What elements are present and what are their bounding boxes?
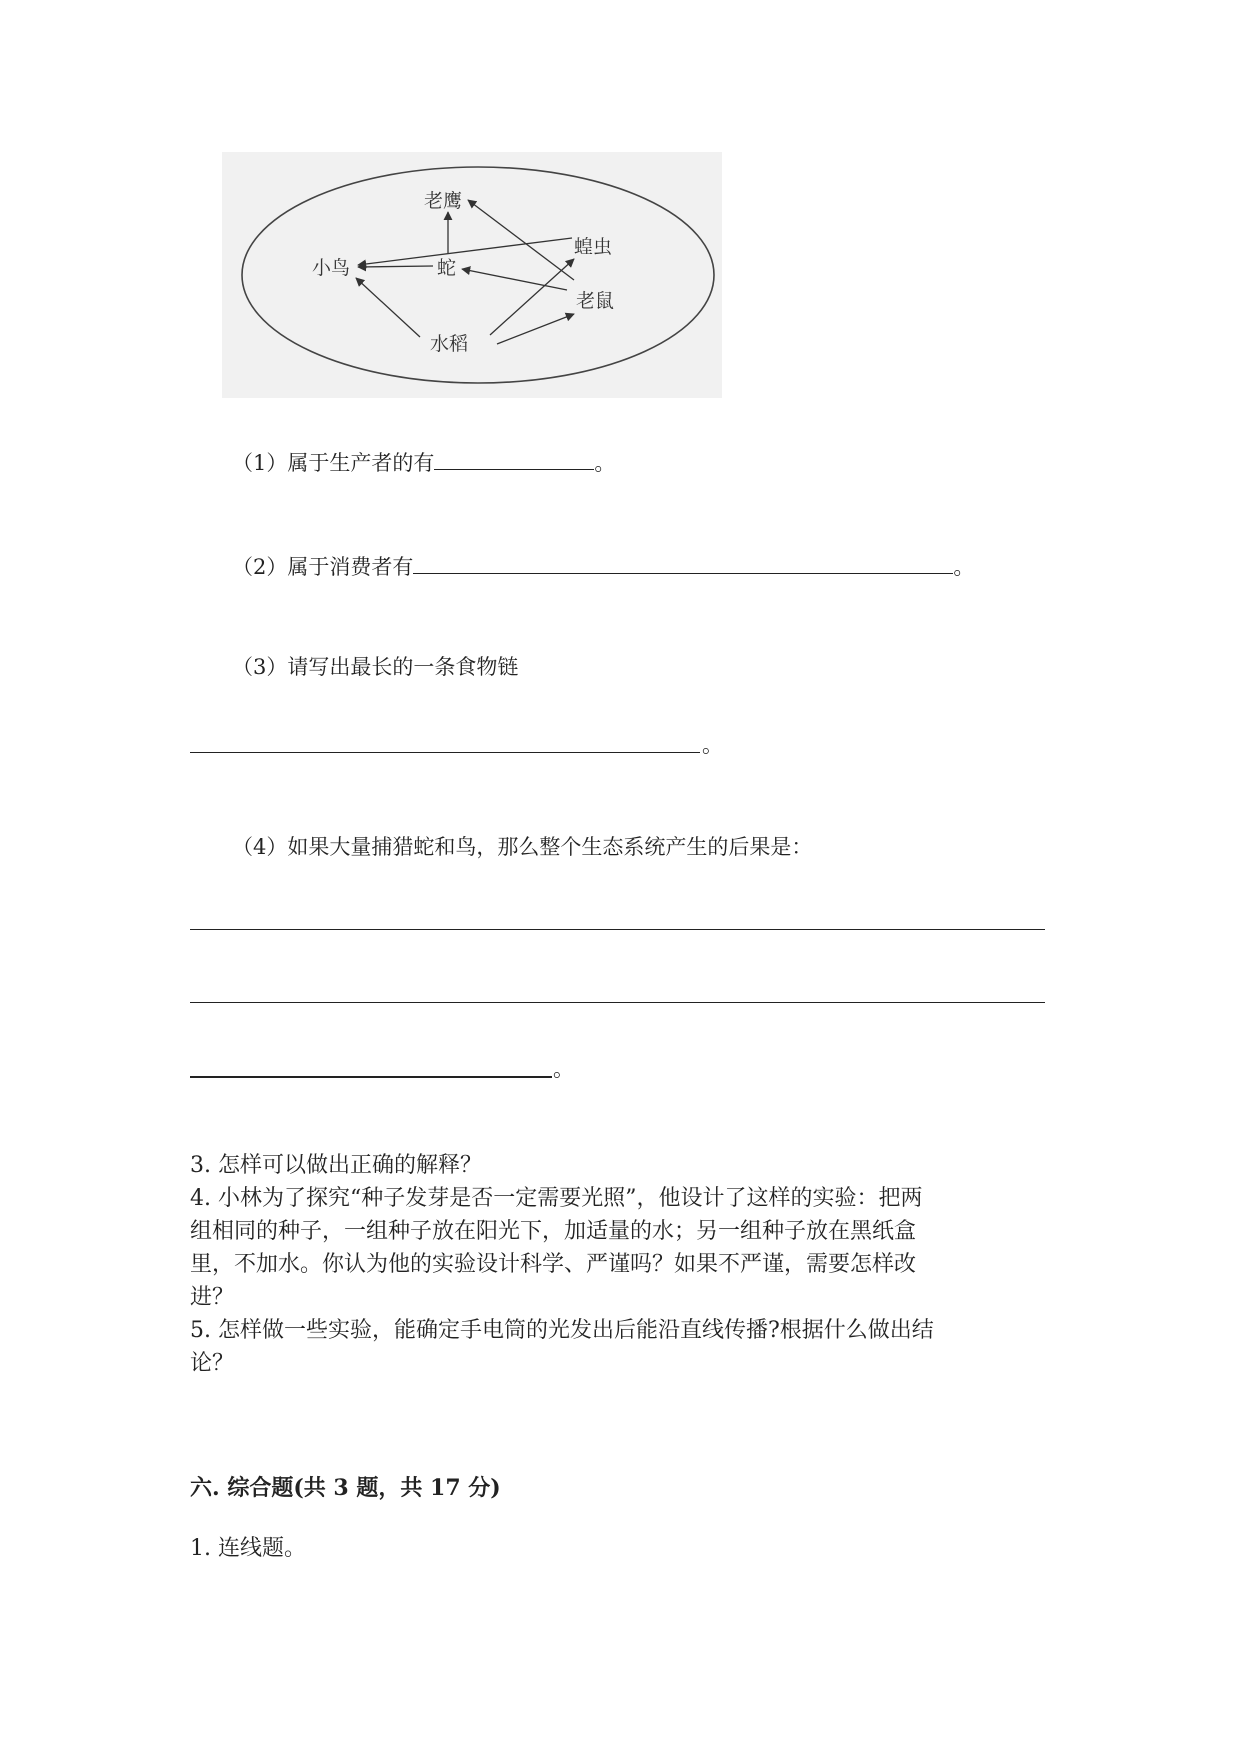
question-list: [190, 1149, 1050, 1380]
answer-line-4b[interactable]: [190, 1002, 1045, 1003]
node-grasshopper: 蝗虫: [574, 236, 613, 258]
question-1: [232, 448, 615, 478]
answer-line-4a[interactable]: [190, 929, 1045, 930]
node-bird: 小鸟: [312, 257, 351, 279]
answer-line-4c[interactable]: [190, 1076, 552, 1078]
question-4-suffix: 。: [553, 1057, 574, 1081]
node-snake: 蛇: [437, 257, 457, 279]
answer-blank-2[interactable]: [413, 573, 953, 574]
arrow-rice-bird: [356, 278, 420, 337]
node-mouse: 老鼠: [576, 290, 615, 312]
question-2: [232, 552, 974, 582]
question-3-suffix: 。: [702, 733, 723, 757]
food-web-diagram: [222, 152, 722, 398]
section-heading: 六. 综合题(共 3 题，共 17 分): [190, 1475, 501, 1501]
answer-blank-1[interactable]: [434, 469, 594, 470]
question-1-suffix: 。: [594, 451, 616, 475]
item-5-line-2: 论？: [190, 1351, 235, 1376]
item-4-line-4: 进？: [190, 1285, 235, 1310]
arrow-snake-bird: [358, 266, 433, 267]
node-rice: 水稻: [430, 333, 469, 355]
item-3: 3. 怎样可以做出正确的解释？: [190, 1153, 482, 1178]
answer-line-3[interactable]: [190, 752, 700, 753]
arrow-rice-grasshopper: [490, 259, 574, 335]
item-5-line-1: 5. 怎样做一些实验，能确定手电筒的光发出后能沿直线传播?根据什么做出结: [190, 1318, 934, 1343]
question-2-text: （2）属于消费者有: [232, 555, 414, 579]
question-2-suffix: 。: [953, 555, 975, 579]
item-4-line-2: 组相同的种子，一组种子放在阳光下，加适量的水；另一组种子放在黑纸盒: [190, 1219, 917, 1244]
food-web-figure: [222, 152, 722, 398]
item-4-line-1: 4. 小林为了探究“种子发芽是否一定需要光照”，他设计了这样的实验：把两: [190, 1186, 923, 1211]
item-4-line-3: 里，不加水。你认为他的实验设计科学、严谨吗？如果不严谨，需要怎样改: [190, 1252, 917, 1277]
question-3-text: （3）请写出最长的一条食物链: [232, 655, 519, 679]
question-1-text: （1）属于生产者的有: [232, 451, 435, 475]
node-eagle: 老鹰: [424, 190, 463, 212]
arrow-grasshopper-bird: [358, 238, 572, 265]
section-item-1: 1. 连线题。: [190, 1536, 306, 1561]
question-4-text: （4）如果大量捕猎蛇和鸟，那么整个生态系统产生的后果是：: [232, 835, 813, 859]
